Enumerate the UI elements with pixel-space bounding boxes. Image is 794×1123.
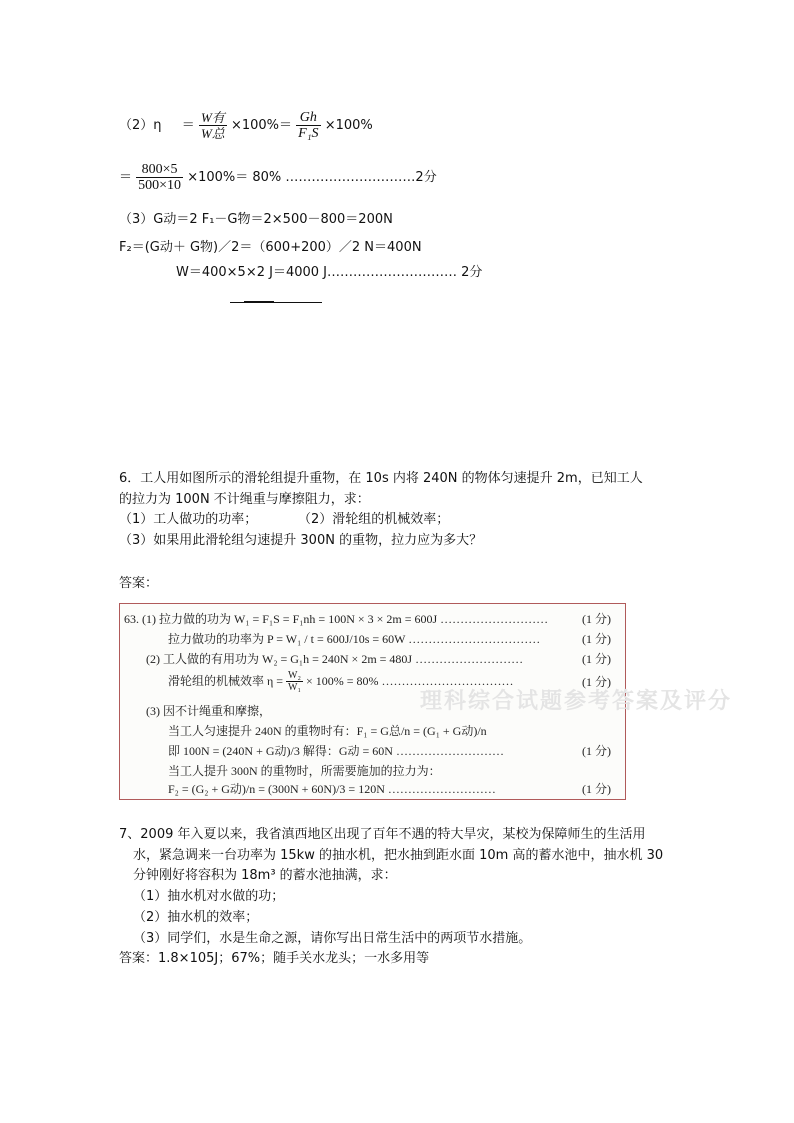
answer-line-6: 当工人匀速提升 240N 的重物时有：F₁ = G总/n = (G₁ + G动)/n [168, 724, 487, 738]
eq3-line [119, 158, 437, 198]
answer-efficiency-numerator: W₂ [288, 670, 301, 682]
eq2-fraction-gh-numerator: Gh [296, 110, 320, 126]
answer-line-9: F₂ = (G₂ + G动)/n = (300N + 60N)/3 = 120N ……………………… [168, 782, 496, 796]
answer-line-1: 63. (1) 拉力做的功为 W₁ = F₁S = F₁nh = 100N × 3 × 2m = 600J ……………………… [124, 612, 549, 626]
answer-watermark: 理科综合试题参考答案及评分 [420, 688, 733, 714]
answer-score-1: (1 分) [582, 612, 611, 626]
q6-answer-label: 答案： [119, 576, 159, 591]
eq3-fraction [136, 162, 183, 194]
eq2-equals: ＝ [181, 118, 195, 133]
q6-line-2: 的拉力为 100N 不计绳重与摩擦阻力，求： [119, 492, 370, 507]
eq2-fraction-work-denominator: W总 [200, 125, 225, 141]
answer-line-8: 当工人提升 300N 的重物时，所需要施加的拉力为： [168, 764, 441, 778]
answer-line-4 [168, 666, 514, 696]
eq2-middle: ×100%＝ [230, 118, 292, 133]
q6-line-3a: （1）工人做功的功率； [119, 512, 258, 527]
answer-score-4: (1 分) [582, 675, 611, 689]
q6-line-3b: （2）滑轮组的机械效率； [298, 512, 450, 527]
q7-answer: 答案：1.8×105J；67%；随手关水龙头；一水多用等 [119, 951, 430, 966]
divider-line-bold [244, 301, 274, 303]
q6-line-1: 6．工人用如图所示的滑轮组提升重物，在 10s 内将 240N 的物体匀速提升 2m，已知工人 [119, 471, 643, 486]
answer-line-5: (3) 因不计绳重和摩擦， [146, 704, 271, 718]
q7-line-3: 分钟刚好将容积为 18m³ 的蓄水池抽满，求： [133, 868, 397, 883]
eq3-equals: ＝ [119, 170, 133, 185]
q6-line-4: （3）如果用此滑轮组匀速提升 300N 的重物，拉力应为多大？ [119, 533, 483, 548]
eq2-fraction-work [199, 110, 227, 142]
eq3-fraction-denominator: 500×10 [138, 177, 182, 193]
eq2-fraction-gh-denominator: F₁S [298, 125, 319, 141]
eq-line-3: （3）G动＝2 F₁－G物＝2×500－800＝200N [119, 212, 393, 227]
eq-line-4: F₂＝(G动＋ G物)／2＝（600+200）／2 N＝400N [119, 240, 422, 255]
answer-score-3: (1 分) [582, 652, 611, 666]
q7-line-5: （2）抽水机的效率； [133, 910, 259, 925]
eq2-tail: ×100% [324, 118, 373, 133]
answer-line-4-label: 滑轮组的机械效率 η = [168, 674, 284, 688]
answer-line-2: 拉力做功的功率为 P = W₁ / t = 600J/10s = 60W …………………………… [168, 632, 541, 646]
eq-line-5: W＝400×5×2 J＝4000 J………………………… 2分 [176, 265, 483, 280]
eq2-label: （2）η [119, 118, 162, 133]
q7-line-2: 水，紧急调来一台功率为 15kw 的抽水机，把水抽到距水面 10m 高的蓄水池中，抽水机 30 [133, 848, 664, 863]
eq3-tail: ×100%＝ 80% …………………………2分 [187, 170, 437, 185]
answer-line-7: 即 100N = (240N + G动)/3 解得：G动 = 60N ……………………… [168, 744, 504, 758]
q7-line-6: （3）同学们，水是生命之源，请你写出日常生活中的两项节水措施。 [133, 931, 532, 946]
q7-line-1: 7、2009 年入夏以来，我省滇西地区出现了百年不遇的特大旱灾，某校为保障师生的生活用 [119, 827, 646, 842]
answer-line-4-tail: × 100% = 80% …………………………… [305, 674, 514, 688]
eq2-fraction-gh [296, 110, 320, 142]
answer-image-box [119, 603, 733, 800]
eq2-line [119, 106, 373, 146]
answer-line-3: (2) 工人做的有用功为 W₂ = G₁h = 240N × 2m = 480J ……………………… [146, 652, 524, 666]
q7-line-4: （1）抽水机对水做的功； [133, 889, 285, 904]
answer-score-7: (1 分) [582, 744, 611, 758]
answer-score-9: (1 分) [582, 782, 611, 796]
answer-score-2: (1 分) [582, 632, 611, 646]
eq3-fraction-numerator: 800×5 [136, 162, 183, 178]
answer-efficiency-denominator: W₁ [288, 682, 301, 694]
eq2-fraction-work-numerator: W有 [200, 109, 225, 125]
answer-efficiency-fraction [286, 670, 303, 694]
